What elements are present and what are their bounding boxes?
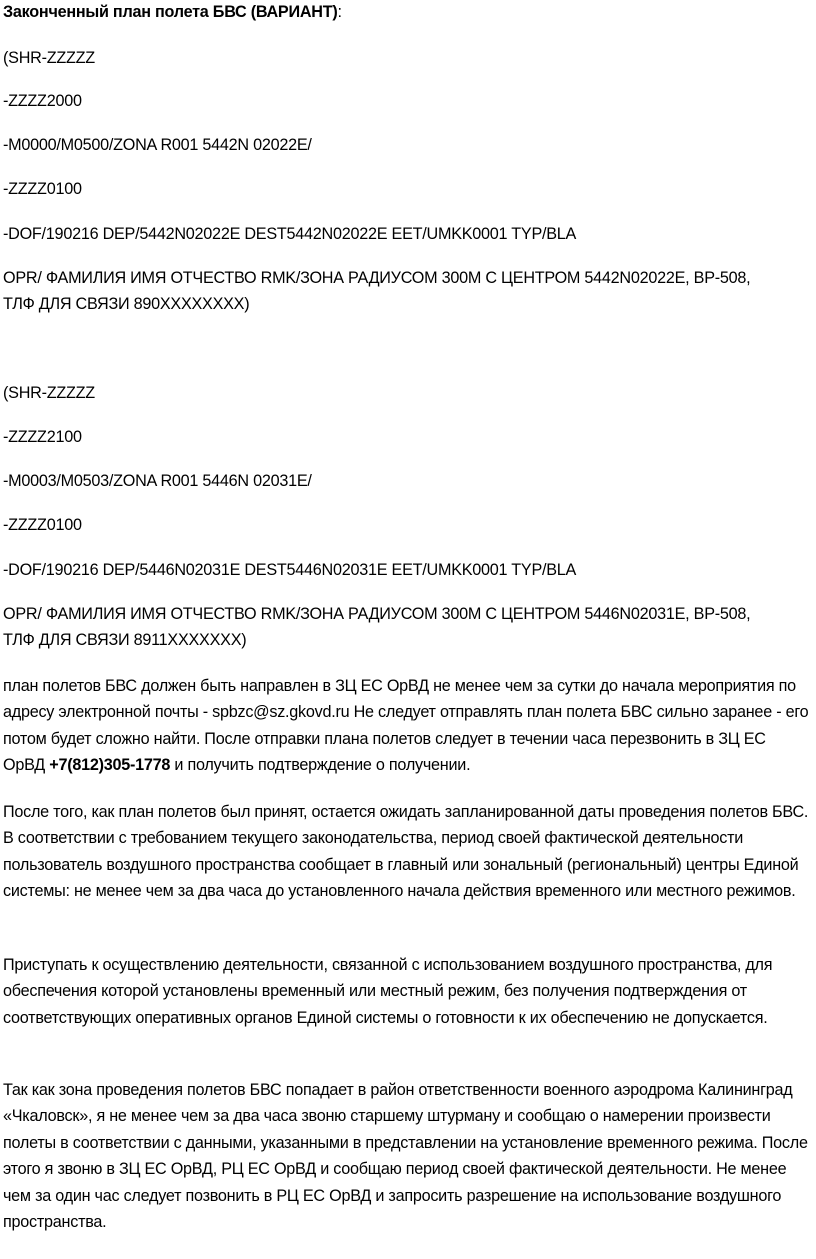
paragraph-start-conditions: Приступать к осуществлению деятельности, связанной с использованием воздушного пространства, для обеспечения которой установлены временный или местный режим, без получения подтверждения от соответствующих оперативных органов Единой системы о готовности к их обеспечению не допускается. (3, 956, 773, 1027)
phone-number: +7(812)305-1778 (49, 756, 171, 775)
paragraph-after-acceptance: После того, как план полетов был принят, остается ожидать запланированной даты проведения полетов БВС. В соответствии с требованием текущего законодательства, период своей фактической деятельности пользователь воздушного пространства сообщает в главный или зональный (региональный) центры Единой системы: не менее чем за два часа до установленного начала действия временного или местного режимов. (3, 803, 809, 901)
plan-1-line-1: (SHR-ZZZZZ (3, 49, 95, 67)
plan-1-line-2: -ZZZZ2000 (3, 92, 82, 110)
document-title (3, 2, 342, 22)
plan-2-line-3: -M0003/M0503/ZONA R001 5446N 02031E/ (3, 472, 312, 490)
plan-2-opr-line-1: OPR/ ФАМИЛИЯ ИМЯ ОТЧЕСТВО RMK/ЗОНА РАДИУСОМ 300М С ЦЕНТРОМ 5446N02031E, ВР-508, (3, 605, 751, 623)
plan-2-line-5: -DOF/190216 DEP/5446N02031E DEST5446N02031E EET/UMKK0001 TYP/BLA (3, 561, 577, 579)
paragraph-1-text: план полетов БВС должен быть направлен в ЗЦ ЕС ОрВД не менее чем за сутки до начала мероприятия по адресу электронной почты - spbzc@sz.gkovd.ru Не следует отправлять план полета БВС сильно заранее - его потом будет сложно найти. После отправки плана полетов следует в течении часа перезвонить в ЗЦ ЕС ОрВД (3, 677, 809, 775)
plan-1-line-3: -M0000/M0500/ZONA R001 5442N 02022E/ (3, 136, 312, 154)
plan-1-line-4: -ZZZZ0100 (3, 180, 82, 198)
paragraph-military-aerodrome: Так как зона проведения полетов БВС попадает в район ответственности военного аэродрома Калининград «Чкаловск», я не менее чем за два часа звоню старшему штурману и сообщаю о намерении произвести полеты в соответствии с данными, указанными в представлении на установление временного режима. После этого я звоню в ЗЦ ЕС ОрВД, РЦ ЕС ОрВД и сообщаю период своей фактической деятельности. Не менее чем за один час следует позвонить в РЦ ЕС ОрВД и запросить разрешение на использование воздушного пространства. (3, 1081, 808, 1232)
plan-1-opr-line-1: OPR/ ФАМИЛИЯ ИМЯ ОТЧЕСТВО RMK/ЗОНА РАДИУСОМ 300М С ЦЕНТРОМ 5442N02022E, ВР-508, (3, 269, 751, 287)
paragraph-1-text-end: и получить подтверждение о получении. (170, 756, 471, 775)
title-suffix: : (337, 3, 342, 21)
plan-2-line-4: -ZZZZ0100 (3, 516, 82, 534)
plan-1-line-5: -DOF/190216 DEP/5442N02022E DEST5442N02022E EET/UMKK0001 TYP/BLA (3, 225, 577, 243)
plan-2-opr-line-2: ТЛФ ДЛЯ СВЯЗИ 8911XXXXXXX) (3, 631, 247, 649)
paragraph-flight-plan-submission (3, 673, 811, 779)
title-bold-text: Законченный план полета БВС (ВАРИАНТ) (3, 3, 338, 21)
plan-1-opr-line-2: ТЛФ ДЛЯ СВЯЗИ 890XXXXXXXX) (3, 295, 250, 313)
plan-2-line-1: (SHR-ZZZZZ (3, 384, 95, 402)
plan-2-line-2: -ZZZZ2100 (3, 428, 82, 446)
